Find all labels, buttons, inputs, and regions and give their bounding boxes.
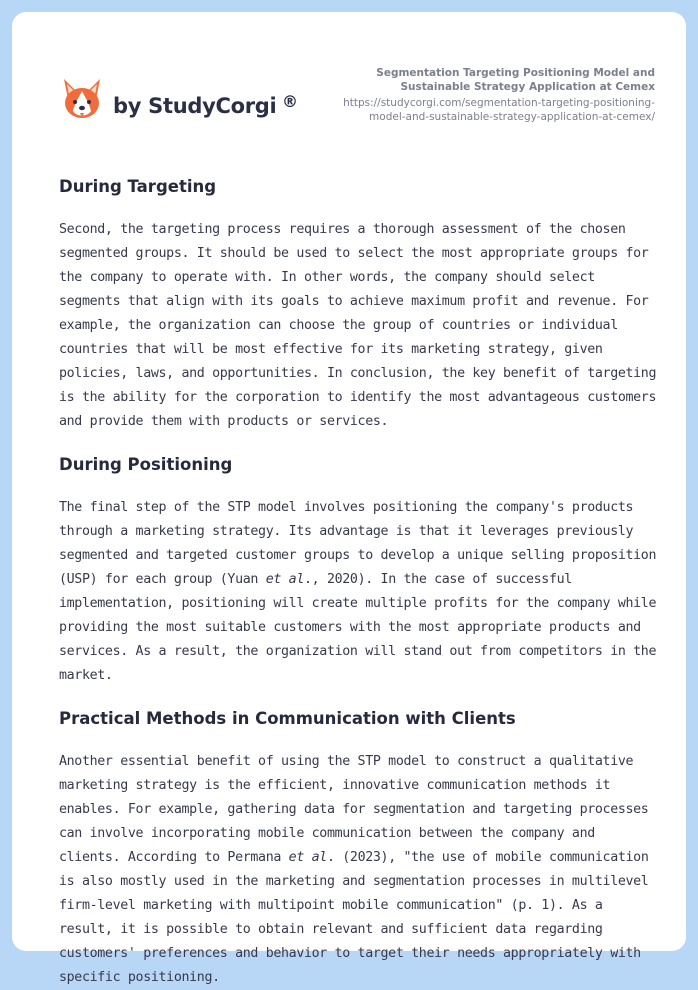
registered-mark: ® [282, 92, 298, 111]
document-title-line-2: Sustainable Strategy Application at Cemex [400, 81, 655, 93]
paragraph-text: Another essential benefit of using the STP model to construct a qualitative marketing strategy is the efficient, innovative communication methods it enables. For example, gathering data for segmentation and targeting processes can involve incorporating mobile communication between the company and clients. According to Permana [59, 754, 649, 865]
document-card [12, 12, 686, 985]
section-paragraph-positioning [59, 496, 659, 688]
document-title-line-1: Segmentation Targeting Positioning Model and [376, 67, 655, 79]
corgi-logo-icon [60, 75, 104, 123]
section-heading-communication: Practical Methods in Communication with Clients [59, 709, 516, 728]
section-paragraph-targeting: Second, the targeting process requires a thorough assessment of the chosen segmented groups. It should be used to select the most appropriate groups for the company to operate with. In other words, the company should select segments that align with its goals to achieve maximum profit and revenue. For example, the organization can choose the group of countries or individual countries that will be most effective for its marketing strategy, given policies, laws, and opportunities. In conclusion, the key benefit of targeting is the ability for the corporation to identify the most advantageous customers and provide them with products or services. [59, 222, 657, 429]
paragraph-text: ., 2020). In the case of successful implementation, positioning will create multiple profits for the company while providing the most suitable customers with the most appropriate products and services. As a result, the organization will stand out from competitors in the market. [59, 572, 657, 683]
section-paragraph-communication [59, 750, 659, 990]
article-content [59, 176, 659, 990]
citation-italic: et al [265, 572, 304, 587]
page-header [12, 12, 686, 142]
paragraph-text: The final step of the STP model involves positioning the company's products through a marketing strategy. Its advantage is that it leverages previously segmented and targeted customer groups to develop a unique selling proposition (USP) for each group (Yuan [59, 500, 657, 587]
paragraph-text: . (2023), "the use of mobile communication is also mostly used in the marketing and segmentation processes in multilevel firm-level marketing with multipoint mobile communication" (p. 1). As a result, it is possible to obtain relevant and sufficient data regarding customers' preferences and behavior to target their needs appropriately with specific positioning. [59, 850, 649, 985]
document-meta [295, 66, 655, 124]
document-url-line-2[interactable]: model-and-sustainable-strategy-application-at-cemex/ [369, 111, 655, 123]
citation-italic: et al [288, 850, 327, 865]
section-heading-targeting: During Targeting [59, 177, 217, 196]
section-heading-positioning: During Positioning [59, 455, 233, 474]
document-url-line-1[interactable]: https://studycorgi.com/segmentation-targeting-positioning- [343, 97, 655, 109]
brand-name[interactable]: by StudyCorgi [113, 94, 277, 118]
